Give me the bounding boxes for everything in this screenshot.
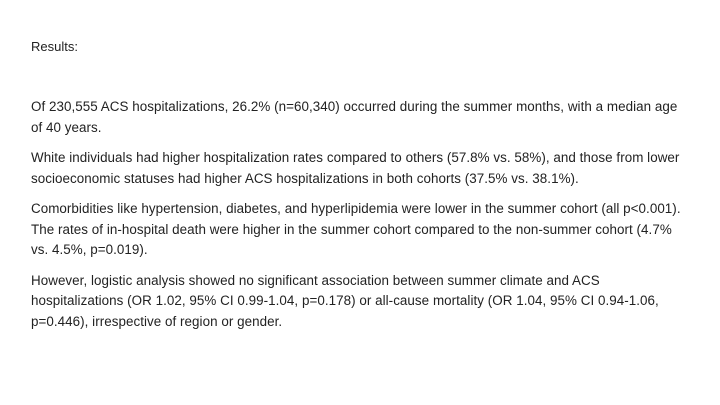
results-paragraph-comorbidities: Comorbidities like hypertension, diabetes, and hyperlipidemia were lower in the summer cohort (all p<0.001). The rates of in-hospital death were higher in the summer cohort compared to the non-summer cohort (4.7% vs. 4.5%, p=0.019). bbox=[31, 201, 681, 257]
results-paragraph-logistic-analysis: However, logistic analysis showed no significant association between summer climate and ACS hospitalizations (OR 1.02, 95% CI 0.99-1.04, p=0.178) or all-cause mortality (OR 1.04, 95% CI 0.94-1.06, p=0.446), irrespective of region or gender. bbox=[31, 272, 659, 329]
results-paragraph-demographics: White individuals had higher hospitalization rates compared to others (57.8% vs. 58%), and those from lower socioeconomic statuses had higher ACS hospitalizations in both cohorts (37.5% vs. 38.1%). bbox=[31, 150, 680, 186]
results-paragraph-hospitalizations: Of 230,555 ACS hospitalizations, 26.2% (n=60,340) occurred during the summer months, with a median age of 40 years. bbox=[31, 99, 678, 135]
results-document bbox=[31, 38, 681, 342]
results-heading: Results: bbox=[31, 39, 78, 54]
